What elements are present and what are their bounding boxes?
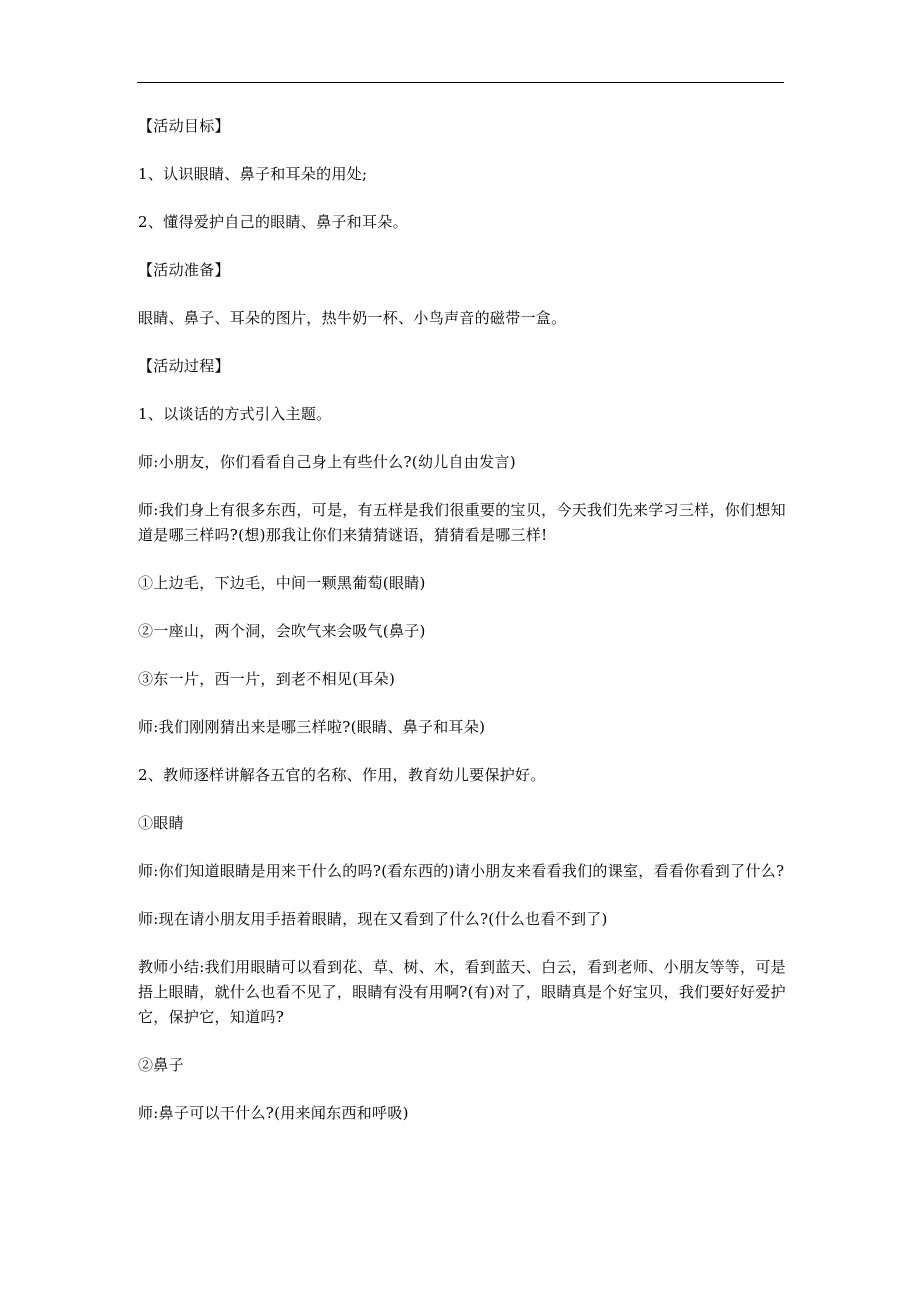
teacher-summary: 教师小结:我们用眼睛可以看到花、草、树、木，看到蓝天、白云，看到老师、小朋友等等，可是捂上眼睛，就什么也看不见了，眼睛有没有用啊?(有)对了，眼睛真是个好宝贝，我们要好好爱护它，保护它，知道吗? [138, 958, 786, 1026]
goal-item-1: 1、认识眼睛、鼻子和耳朵的用处; [138, 165, 368, 183]
riddle-nose: ②一座山，两个洞，会吹气来会吸气(鼻子) [138, 622, 426, 640]
section-heading-preparation: 【活动准备】 [138, 261, 230, 279]
subheading-eyes: ①眼睛 [138, 814, 184, 832]
dialogue-paragraph: 师:我们刚刚猜出来是哪三样啦?(眼睛、鼻子和耳朵) [138, 718, 486, 736]
dialogue-paragraph: 师:鼻子可以干什么?(用来闻东西和呼吸) [138, 1104, 409, 1122]
goal-item-2: 2、懂得爱护自己的眼睛、鼻子和耳朵。 [138, 213, 408, 231]
preparation-text: 眼睛、鼻子、耳朵的图片，热牛奶一杯、小鸟声音的磁带一盒。 [138, 309, 567, 327]
header-rule [137, 82, 784, 83]
process-step-2: 2、教师逐样讲解各五官的名称、作用，教育幼儿要保护好。 [138, 766, 546, 784]
riddle-eyes: ①上边毛，下边毛，中间一颗黑葡萄(眼睛) [138, 574, 426, 592]
document-body [138, 114, 786, 1149]
process-step-1: 1、以谈话的方式引入主题。 [138, 405, 332, 423]
dialogue-paragraph: 师:我们身上有很多东西，可是，有五样是我们很重要的宝贝，今天我们先来学习三样，你们想知道是哪三样吗?(想)那我让你们来猜猜谜语，猜猜看是哪三样! [138, 501, 786, 544]
dialogue-paragraph: 师:现在请小朋友用手捂着眼睛，现在又看到了什么?(什么也看不到了) [138, 910, 608, 928]
section-heading-goals: 【活动目标】 [138, 117, 230, 135]
dialogue-paragraph: 师:小朋友，你们看看自己身上有些什么?(幼儿自由发言) [138, 453, 516, 471]
riddle-ears: ③东一片，西一片，到老不相见(耳朵) [138, 670, 396, 688]
subheading-nose: ②鼻子 [138, 1056, 184, 1074]
section-heading-process: 【活动过程】 [138, 357, 230, 375]
dialogue-paragraph: 师:你们知道眼睛是用来干什么的吗?(看东西的)请小朋友来看看我们的课室，看看你看到了什么? [138, 862, 785, 880]
